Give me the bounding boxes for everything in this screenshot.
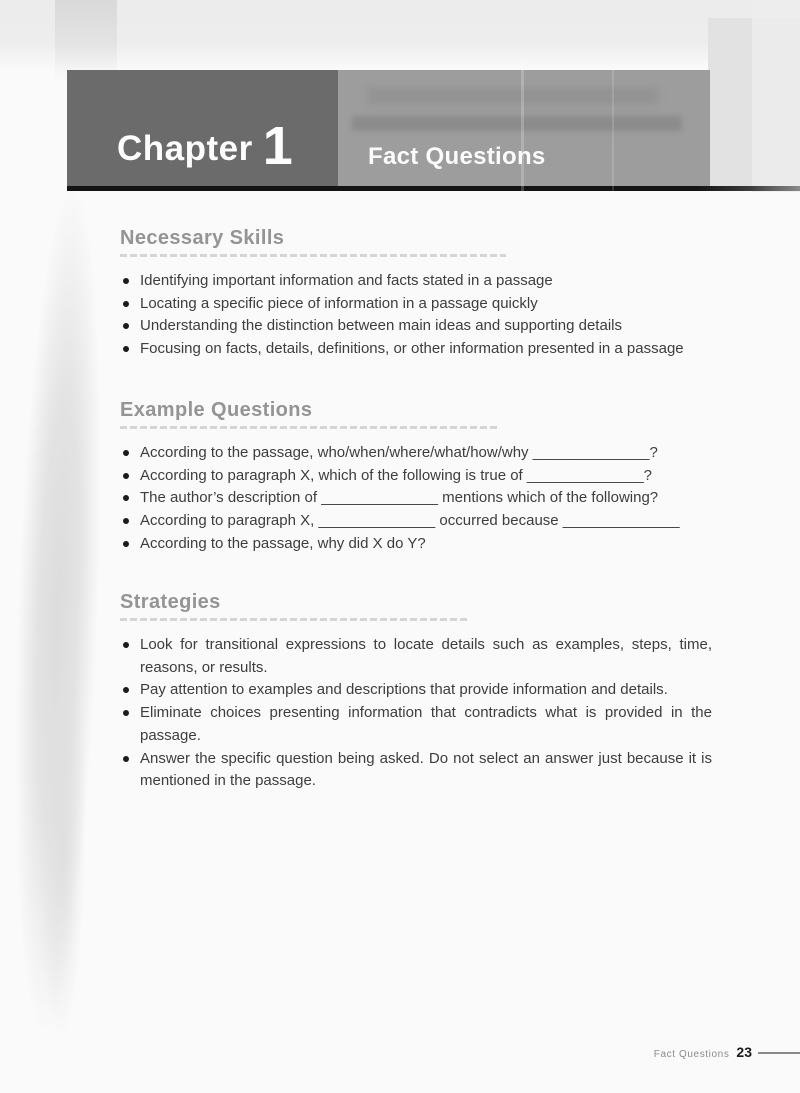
page-footer (654, 1044, 752, 1062)
bullet-icon (123, 278, 129, 284)
scan-artifact-right-edge (752, 0, 800, 192)
list-item-text: Answer the specific question being asked. Do not select an answer just because it is mentioned in the passage. (140, 749, 712, 790)
list-item-text: According to paragraph X, which of the following is true of ______________? (140, 466, 653, 484)
bullet-list (120, 634, 712, 793)
bullet-icon (123, 710, 129, 716)
bullet-icon (123, 473, 129, 479)
page-number: 23 (736, 1044, 752, 1060)
section-strategies (120, 591, 712, 793)
list-item-text: Eliminate choices presenting information that contradicts what is provided in the passage. (140, 704, 712, 744)
list-item-text: According to paragraph X, ______________ occurred because ______________ (140, 512, 680, 530)
list-item-text: Understanding the distinction between main ideas and supporting details (140, 317, 622, 335)
list-item-text: Locating a specific piece of information in a passage quickly (140, 294, 538, 312)
list-item (120, 634, 712, 679)
list-item (120, 442, 712, 465)
heading-underline (120, 426, 498, 429)
bullet-icon (123, 323, 129, 329)
list-item (120, 315, 712, 338)
list-item-text: The author’s description of ______________ mentions which of the following? (140, 489, 659, 507)
scan-artifact-left-band (3, 184, 113, 1036)
list-item (120, 533, 712, 556)
chapter-number-box (67, 70, 338, 187)
list-item (120, 510, 712, 533)
bullet-icon (123, 495, 129, 501)
chapter-number: 1 (262, 116, 293, 176)
scan-artifact-right-block (708, 18, 800, 190)
list-item-text: Focusing on facts, details, definitions, or other information presented in a passage (140, 340, 684, 358)
bullet-icon (123, 301, 129, 307)
chapter-title: Fact Questions (368, 143, 546, 170)
footer-rule (758, 1052, 800, 1054)
list-item (120, 465, 712, 488)
list-item (120, 293, 712, 316)
scan-bleedthrough-smudge (368, 88, 658, 104)
bullet-icon (123, 541, 129, 547)
bullet-icon (123, 518, 129, 524)
bullet-icon (123, 756, 129, 762)
scan-artifact-left-band-2 (37, 640, 90, 1041)
bullet-list (120, 442, 712, 556)
bullet-icon (123, 687, 129, 693)
list-item-text: Pay attention to examples and descriptions that provide information and details. (140, 681, 668, 699)
list-item (120, 338, 712, 361)
bullet-list (120, 270, 712, 361)
bullet-icon (123, 346, 129, 352)
heading-underline (120, 618, 470, 621)
list-item (120, 487, 712, 510)
section-necessary-skills (120, 227, 712, 361)
section-heading: Strategies (120, 591, 221, 613)
chapter-title-box (338, 70, 710, 187)
bullet-icon (123, 642, 129, 648)
list-item (120, 748, 712, 793)
list-item-text: According to the passage, why did X do Y? (140, 534, 426, 552)
section-example-questions (120, 399, 712, 556)
list-item-text: According to the passage, who/when/where/what/how/why ______________? (140, 444, 658, 461)
section-heading: Example Questions (120, 399, 313, 421)
list-item (120, 702, 712, 747)
footer-section-label: Fact Questions (653, 1049, 730, 1060)
chapter-label: Chapter (117, 129, 253, 168)
scan-artifact-top-band (0, 0, 800, 70)
chapter-heading (117, 115, 293, 177)
header-rule (67, 186, 800, 191)
scan-bleedthrough-smudge (352, 116, 682, 131)
bullet-icon (123, 450, 129, 456)
list-item-text: Look for transitional expressions to locate details such as examples, steps, time, reasons, or results. (140, 636, 712, 676)
section-heading: Necessary Skills (120, 227, 285, 249)
list-item (120, 270, 712, 293)
list-item-text: Identifying important information and facts stated in a passage (140, 272, 553, 289)
heading-underline (120, 254, 506, 257)
list-item (120, 679, 712, 702)
